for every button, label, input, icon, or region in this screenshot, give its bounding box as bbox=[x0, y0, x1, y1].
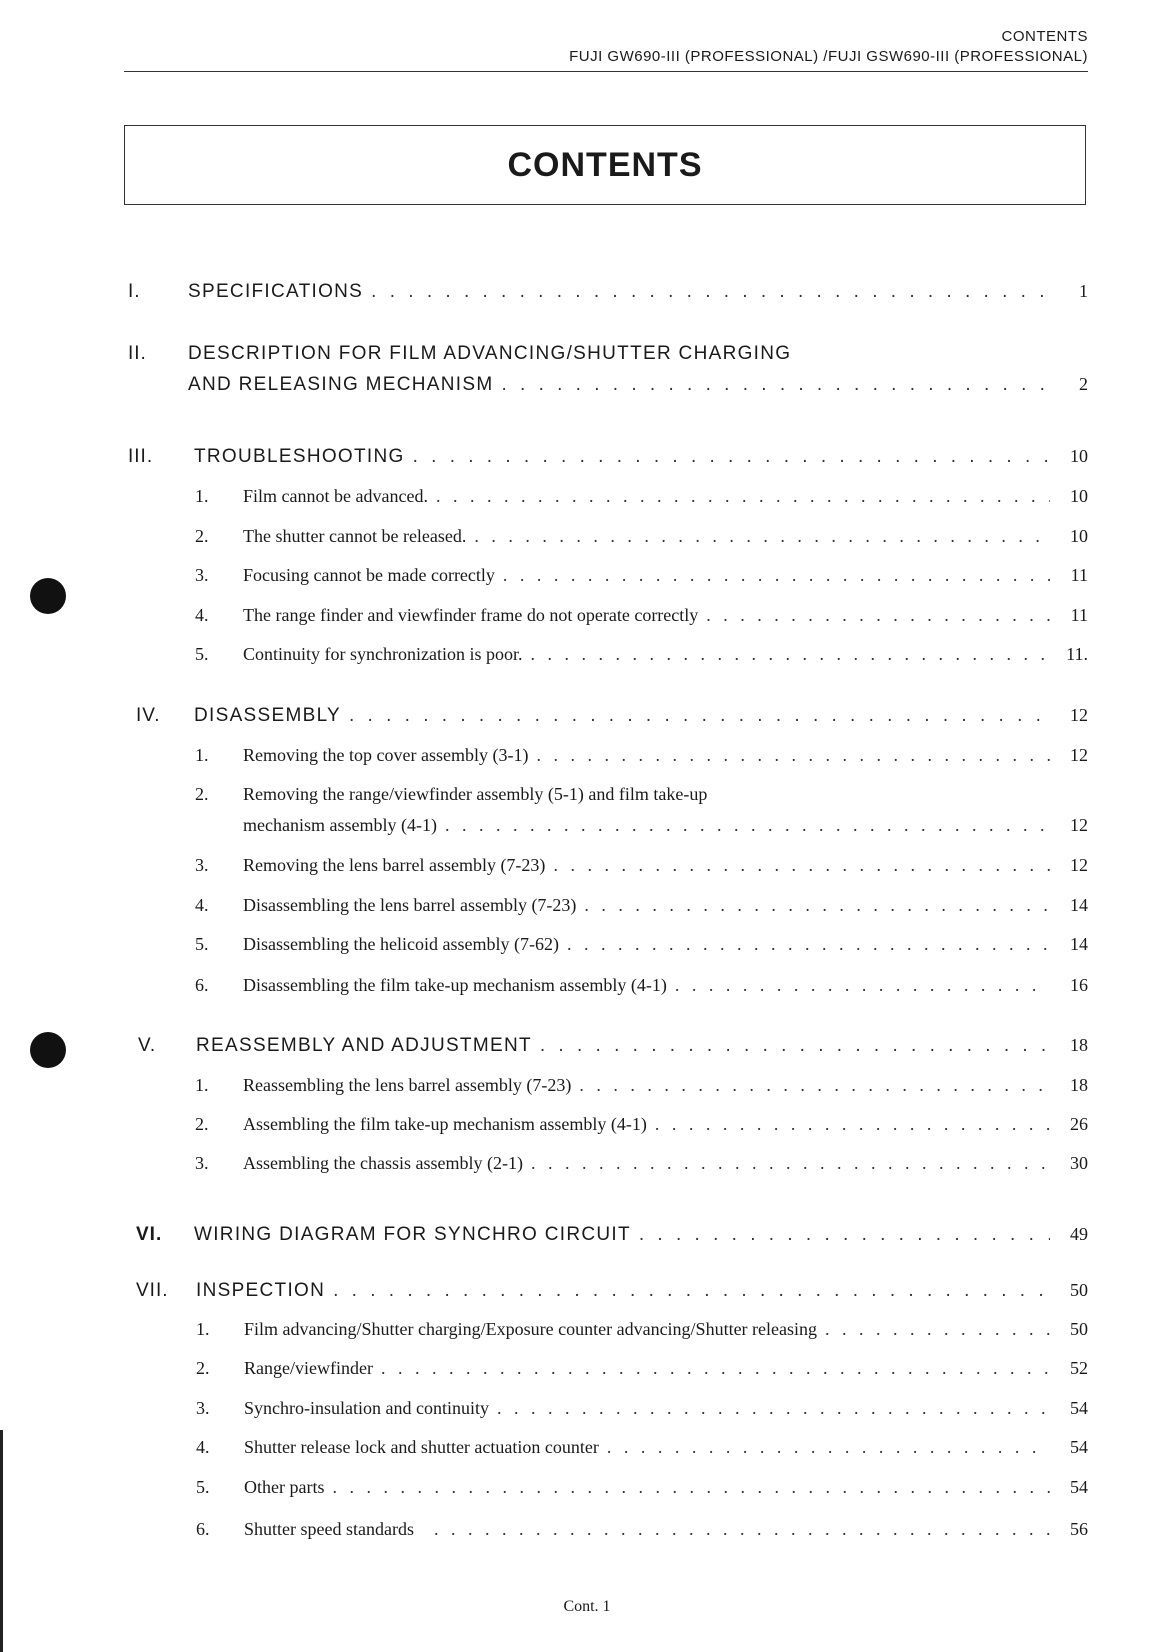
section-title: SPECIFICATIONS bbox=[188, 281, 364, 302]
dot-leader bbox=[639, 1224, 1050, 1246]
toc-item[interactable] bbox=[0, 1114, 1174, 1146]
running-header-model: FUJI GW690-III (PROFESSIONAL) /FUJI GSW690-III (PROFESSIONAL) bbox=[569, 48, 1088, 65]
toc-item[interactable] bbox=[0, 855, 1174, 887]
dot-leader bbox=[349, 705, 1050, 727]
toc-section[interactable] bbox=[0, 1035, 1174, 1067]
toc-item[interactable] bbox=[0, 975, 1174, 1007]
item-number: 3. bbox=[195, 1153, 209, 1173]
dot-leader bbox=[434, 1519, 1050, 1540]
dot-leader bbox=[501, 374, 1050, 396]
toc-item[interactable] bbox=[0, 565, 1174, 597]
dot-leader bbox=[436, 486, 1050, 507]
dot-leader bbox=[474, 526, 1050, 547]
dot-leader bbox=[607, 1437, 1050, 1458]
page-title: CONTENTS bbox=[507, 145, 703, 184]
section-number: IV. bbox=[136, 705, 161, 726]
dot-leader bbox=[706, 605, 1050, 626]
item-number: 1. bbox=[196, 1319, 210, 1339]
toc-item[interactable] bbox=[0, 644, 1174, 676]
dot-leader bbox=[536, 745, 1050, 766]
section-number: V. bbox=[138, 1035, 157, 1056]
section-number: II. bbox=[128, 343, 147, 364]
page-number: 54 bbox=[1070, 1477, 1088, 1497]
page-number: 54 bbox=[1070, 1398, 1088, 1418]
item-number: 1. bbox=[195, 486, 209, 506]
page-number: 18 bbox=[1070, 1035, 1088, 1055]
section-title: DISASSEMBLY bbox=[194, 705, 341, 726]
page-number: 52 bbox=[1070, 1358, 1088, 1378]
toc-item[interactable] bbox=[0, 526, 1174, 558]
toc-item[interactable] bbox=[0, 1358, 1174, 1390]
section-title: AND RELEASING MECHANISM bbox=[188, 374, 494, 395]
item-title: Film advancing/Shutter charging/Exposure counter advancing/Shutter releasing bbox=[244, 1319, 818, 1339]
page-number: 14 bbox=[1070, 895, 1088, 915]
page-footer: Cont. 1 bbox=[563, 1598, 611, 1615]
item-title: Other parts bbox=[244, 1477, 325, 1497]
page-number: 2 bbox=[1079, 374, 1088, 394]
item-title: Synchro-insulation and continuity bbox=[244, 1398, 489, 1418]
item-number: 2. bbox=[196, 1358, 210, 1378]
item-title: Continuity for synchronization is poor. bbox=[243, 644, 523, 664]
page-number: 11 bbox=[1070, 565, 1088, 585]
dot-leader bbox=[503, 565, 1050, 586]
item-title: Disassembling the lens barrel assembly (7-23) bbox=[243, 895, 577, 915]
page-number: 54 bbox=[1070, 1437, 1088, 1457]
page-number: 30 bbox=[1070, 1153, 1088, 1173]
item-title-line1: Removing the range/viewfinder assembly (5-1) and film take-up bbox=[243, 784, 708, 804]
page-number: 12 bbox=[1070, 855, 1088, 875]
page-number: 11. bbox=[1066, 644, 1088, 664]
item-number: 2. bbox=[195, 784, 209, 804]
toc-section[interactable] bbox=[0, 705, 1174, 737]
page-number: 26 bbox=[1070, 1114, 1088, 1134]
dot-leader bbox=[445, 815, 1050, 836]
section-title: REASSEMBLY AND ADJUSTMENT bbox=[196, 1035, 532, 1056]
section-title: TROUBLESHOOTING bbox=[194, 446, 405, 467]
page-number: 10 bbox=[1070, 446, 1088, 466]
toc-item[interactable] bbox=[0, 1477, 1174, 1509]
page-number: 49 bbox=[1070, 1224, 1088, 1244]
item-number: 1. bbox=[195, 1075, 209, 1095]
toc-item[interactable] bbox=[0, 1153, 1174, 1185]
page-number: 14 bbox=[1070, 934, 1088, 954]
toc-item[interactable] bbox=[0, 1437, 1174, 1469]
item-number: 5. bbox=[195, 934, 209, 954]
dot-leader bbox=[675, 975, 1050, 996]
dot-leader bbox=[579, 1075, 1050, 1096]
item-number: 4. bbox=[195, 605, 209, 625]
item-number: 4. bbox=[195, 895, 209, 915]
item-title: Assembling the film take-up mechanism assembly (4-1) bbox=[243, 1114, 647, 1134]
page-number: 10 bbox=[1070, 486, 1088, 506]
dot-leader bbox=[413, 446, 1050, 468]
item-title: The range finder and viewfinder frame do not operate correctly bbox=[243, 605, 699, 625]
toc-item[interactable] bbox=[0, 1398, 1174, 1430]
item-title: Assembling the chassis assembly (2-1) bbox=[243, 1153, 523, 1173]
running-header-title: CONTENTS bbox=[1001, 28, 1088, 45]
section-number: III. bbox=[128, 446, 154, 467]
toc-item[interactable] bbox=[0, 934, 1174, 966]
dot-leader bbox=[497, 1398, 1050, 1419]
dot-leader bbox=[531, 1153, 1050, 1174]
item-title: Shutter release lock and shutter actuation counter bbox=[244, 1437, 599, 1457]
item-title: Reassembling the lens barrel assembly (7-23) bbox=[243, 1075, 572, 1095]
section-title: INSPECTION bbox=[196, 1280, 326, 1301]
item-number: 4. bbox=[196, 1437, 210, 1457]
dot-leader bbox=[655, 1114, 1050, 1135]
item-number: 3. bbox=[196, 1398, 210, 1418]
item-number: 5. bbox=[195, 644, 209, 664]
item-number: 6. bbox=[196, 1519, 210, 1539]
item-number: 2. bbox=[195, 1114, 209, 1134]
section-number: VII. bbox=[136, 1280, 169, 1301]
section-title: WIRING DIAGRAM FOR SYNCHRO CIRCUIT bbox=[194, 1224, 631, 1245]
dot-leader bbox=[584, 895, 1050, 916]
dot-leader bbox=[381, 1358, 1050, 1379]
section-number: VI. bbox=[136, 1224, 163, 1245]
dot-leader bbox=[825, 1319, 1050, 1340]
page-number: 50 bbox=[1070, 1280, 1088, 1300]
section-title-line1: DESCRIPTION FOR FILM ADVANCING/SHUTTER CHARGING bbox=[188, 343, 792, 364]
dot-leader bbox=[371, 281, 1050, 303]
dot-leader bbox=[540, 1035, 1050, 1057]
page-number: 56 bbox=[1070, 1519, 1088, 1539]
toc-item[interactable] bbox=[0, 1319, 1174, 1351]
toc-item[interactable] bbox=[0, 1075, 1174, 1107]
toc-section[interactable] bbox=[0, 1280, 1174, 1312]
page-number: 12 bbox=[1070, 745, 1088, 765]
item-title: Range/viewfinder bbox=[244, 1358, 373, 1378]
page-number: 10 bbox=[1070, 526, 1088, 546]
toc-item[interactable] bbox=[0, 486, 1174, 518]
section-number: I. bbox=[128, 281, 141, 302]
toc-item[interactable] bbox=[0, 1519, 1174, 1551]
item-number: 2. bbox=[195, 526, 209, 546]
page-number: 11 bbox=[1070, 605, 1088, 625]
toc-section[interactable] bbox=[0, 281, 1174, 313]
item-title: Shutter speed standards bbox=[244, 1519, 414, 1539]
item-number: 6. bbox=[195, 975, 209, 995]
dot-leader bbox=[567, 934, 1050, 955]
toc-section[interactable] bbox=[0, 446, 1174, 478]
toc-item[interactable] bbox=[0, 605, 1174, 637]
item-title: Film cannot be advanced. bbox=[243, 486, 428, 506]
dot-leader bbox=[332, 1477, 1050, 1498]
item-title: Disassembling the film take-up mechanism assembly (4-1) bbox=[243, 975, 667, 995]
toc-item[interactable] bbox=[0, 745, 1174, 777]
item-title: Removing the top cover assembly (3-1) bbox=[243, 745, 529, 765]
page-number: 50 bbox=[1070, 1319, 1088, 1339]
item-title: Disassembling the helicoid assembly (7-62) bbox=[243, 934, 559, 954]
toc-item[interactable] bbox=[0, 895, 1174, 927]
item-title: Removing the lens barrel assembly (7-23) bbox=[243, 855, 546, 875]
item-number: 1. bbox=[195, 745, 209, 765]
page-number: 12 bbox=[1070, 705, 1088, 725]
page-number: 12 bbox=[1070, 815, 1088, 835]
item-title: mechanism assembly (4-1) bbox=[243, 815, 437, 835]
dot-leader bbox=[333, 1280, 1050, 1302]
toc-section[interactable] bbox=[0, 1224, 1174, 1256]
item-title: The shutter cannot be released. bbox=[243, 526, 467, 546]
page-number: 18 bbox=[1070, 1075, 1088, 1095]
dot-leader bbox=[553, 855, 1050, 876]
item-number: 3. bbox=[195, 855, 209, 875]
dot-leader bbox=[530, 644, 1050, 665]
item-title: Focusing cannot be made correctly bbox=[243, 565, 495, 585]
item-number: 3. bbox=[195, 565, 209, 585]
page-number: 1 bbox=[1079, 281, 1088, 301]
item-number: 5. bbox=[196, 1477, 210, 1497]
page-number: 16 bbox=[1070, 975, 1088, 995]
